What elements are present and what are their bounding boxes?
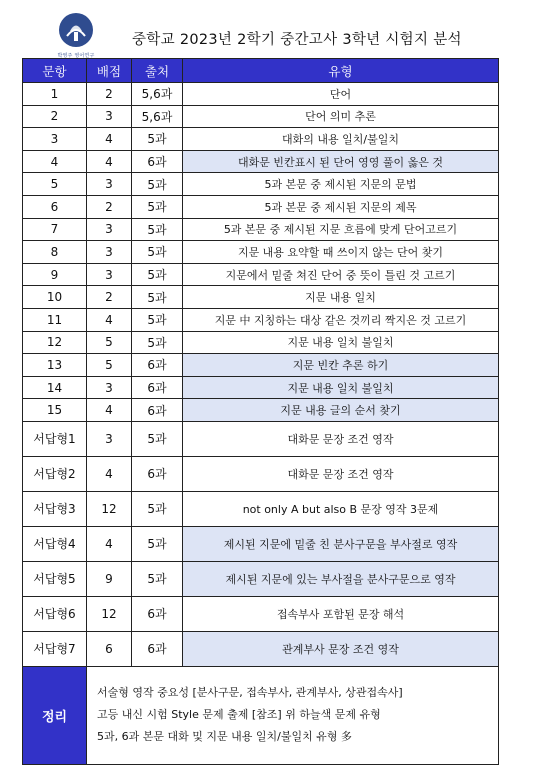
score-cell: 4 [87, 150, 132, 173]
source-cell: 6과 [132, 399, 183, 422]
source-cell: 6과 [132, 596, 183, 631]
question-number-cell: 서답형7 [23, 631, 87, 666]
score-cell: 9 [87, 561, 132, 596]
source-cell: 5과 [132, 421, 183, 456]
table-row [23, 241, 499, 264]
score-cell: 4 [87, 308, 132, 331]
score-cell: 5 [87, 354, 132, 377]
source-cell: 5과 [132, 286, 183, 309]
type-cell: 대화문 문장 조건 영작 [183, 456, 499, 491]
header-source: 출처 [132, 59, 183, 83]
question-number-cell: 11 [23, 308, 87, 331]
table-row [23, 263, 499, 286]
type-cell: 지문 내용 일치 [183, 286, 499, 309]
score-cell: 3 [87, 421, 132, 456]
source-cell: 6과 [132, 376, 183, 399]
score-cell: 12 [87, 596, 132, 631]
question-number-cell: 9 [23, 263, 87, 286]
type-cell: 지문 내용 일치 불일치 [183, 376, 499, 399]
summary-body [87, 666, 499, 764]
table-row [23, 526, 499, 561]
question-number-cell: 6 [23, 195, 87, 218]
table-row [23, 561, 499, 596]
source-cell: 5과 [132, 308, 183, 331]
table-row [23, 83, 499, 106]
source-cell: 5과 [132, 241, 183, 264]
header-score: 배점 [87, 59, 132, 83]
question-number-cell: 15 [23, 399, 87, 422]
type-cell: 지문 내용 요약할 때 쓰이지 않는 단어 찾기 [183, 241, 499, 264]
type-cell: 단어 의미 추론 [183, 105, 499, 128]
table-row [23, 399, 499, 422]
question-number-cell: 10 [23, 286, 87, 309]
type-cell: 지문에서 밑줄 쳐진 단어 중 뜻이 틀린 것 고르기 [183, 263, 499, 286]
score-cell: 4 [87, 456, 132, 491]
source-cell: 5,6과 [132, 83, 183, 106]
type-cell: 대화문 빈칸표시 된 단어 영영 풀이 옳은 것 [183, 150, 499, 173]
question-number-cell: 14 [23, 376, 87, 399]
question-number-cell: 3 [23, 128, 87, 151]
school-logo-icon [54, 10, 98, 54]
source-cell: 5과 [132, 526, 183, 561]
source-cell: 5과 [132, 331, 183, 354]
table-row [23, 596, 499, 631]
score-cell: 4 [87, 399, 132, 422]
table-row [23, 195, 499, 218]
table-row [23, 491, 499, 526]
table-row [23, 286, 499, 309]
score-cell: 2 [87, 195, 132, 218]
table-row [23, 421, 499, 456]
table-row [23, 631, 499, 666]
score-cell: 2 [87, 286, 132, 309]
source-cell: 5과 [132, 491, 183, 526]
question-number-cell: 4 [23, 150, 87, 173]
table-row [23, 376, 499, 399]
score-cell: 3 [87, 173, 132, 196]
type-cell: 대화문 문장 조건 영작 [183, 421, 499, 456]
type-cell: 지문 내용 일치 불일치 [183, 331, 499, 354]
source-cell: 5,6과 [132, 105, 183, 128]
exam-analysis-table [22, 58, 499, 765]
type-cell: 5과 본문 중 제시된 지문의 문법 [183, 173, 499, 196]
table-row [23, 308, 499, 331]
question-number-cell: 서답형3 [23, 491, 87, 526]
type-cell: 5과 본문 중 제시된 지문 흐름에 맞게 단어고르기 [183, 218, 499, 241]
table-row [23, 218, 499, 241]
summary-label: 정리 [23, 666, 87, 764]
source-cell: 5과 [132, 173, 183, 196]
summary-line: 서술형 영작 중요성 [분사구문, 접속부사, 관계부사, 상관접속사] [97, 686, 403, 700]
table-row [23, 150, 499, 173]
question-number-cell: 12 [23, 331, 87, 354]
source-cell: 6과 [132, 631, 183, 666]
question-number-cell: 서답형1 [23, 421, 87, 456]
question-number-cell: 서답형2 [23, 456, 87, 491]
question-number-cell: 7 [23, 218, 87, 241]
score-cell: 3 [87, 218, 132, 241]
header-question-number: 문항 [23, 59, 87, 83]
score-cell: 12 [87, 491, 132, 526]
header-type: 유형 [183, 59, 499, 83]
source-cell: 6과 [132, 150, 183, 173]
logo-caption: 박영주 영어연구 [57, 53, 95, 59]
type-cell: 접속부사 포함된 문장 해석 [183, 596, 499, 631]
source-cell: 6과 [132, 456, 183, 491]
type-cell: 관계부사 문장 조건 영작 [183, 631, 499, 666]
source-cell: 5과 [132, 195, 183, 218]
summary-line: 5과, 6과 본문 대화 및 지문 내용 일치/불일치 유형 多 [97, 730, 352, 744]
score-cell: 3 [87, 263, 132, 286]
source-cell: 6과 [132, 354, 183, 377]
table-row [23, 173, 499, 196]
score-cell: 3 [87, 241, 132, 264]
question-number-cell: 서답형4 [23, 526, 87, 561]
question-number-cell: 5 [23, 173, 87, 196]
question-number-cell: 13 [23, 354, 87, 377]
score-cell: 3 [87, 376, 132, 399]
source-cell: 5과 [132, 263, 183, 286]
summary-line: 고등 내신 시험 Style 문제 출제 [참조] 위 하늘색 문제 유형 [97, 708, 381, 722]
type-cell: not only A but also B 문장 영작 3문제 [183, 491, 499, 526]
type-cell: 지문 내용 글의 순서 찾기 [183, 399, 499, 422]
type-cell: 대화의 내용 일치/불일치 [183, 128, 499, 151]
type-cell: 5과 본문 중 제시된 지문의 제목 [183, 195, 499, 218]
table-row [23, 354, 499, 377]
source-cell: 5과 [132, 128, 183, 151]
source-cell: 5과 [132, 561, 183, 596]
summary-row [23, 666, 499, 764]
question-number-cell: 1 [23, 83, 87, 106]
type-cell: 지문 中 지칭하는 대상 같은 것끼리 짝지은 것 고르기 [183, 308, 499, 331]
score-cell: 3 [87, 105, 132, 128]
table-row [23, 331, 499, 354]
score-cell: 4 [87, 128, 132, 151]
type-cell: 제시된 지문에 밑줄 친 분사구문을 부사절로 영작 [183, 526, 499, 561]
page-title: 중학교 2023년 2학기 중간고사 3학년 시험지 분석 [132, 32, 462, 48]
table-header-row [23, 59, 499, 83]
table-row [23, 456, 499, 491]
score-cell: 4 [87, 526, 132, 561]
type-cell: 제시된 지문에 있는 부사절을 분사구문으로 영작 [183, 561, 499, 596]
score-cell: 5 [87, 331, 132, 354]
type-cell: 단어 [183, 83, 499, 106]
question-number-cell: 8 [23, 241, 87, 264]
question-number-cell: 2 [23, 105, 87, 128]
score-cell: 2 [87, 83, 132, 106]
question-number-cell: 서답형5 [23, 561, 87, 596]
source-cell: 5과 [132, 218, 183, 241]
table-row [23, 128, 499, 151]
type-cell: 지문 빈칸 추론 하기 [183, 354, 499, 377]
table-row [23, 105, 499, 128]
question-number-cell: 서답형6 [23, 596, 87, 631]
score-cell: 6 [87, 631, 132, 666]
